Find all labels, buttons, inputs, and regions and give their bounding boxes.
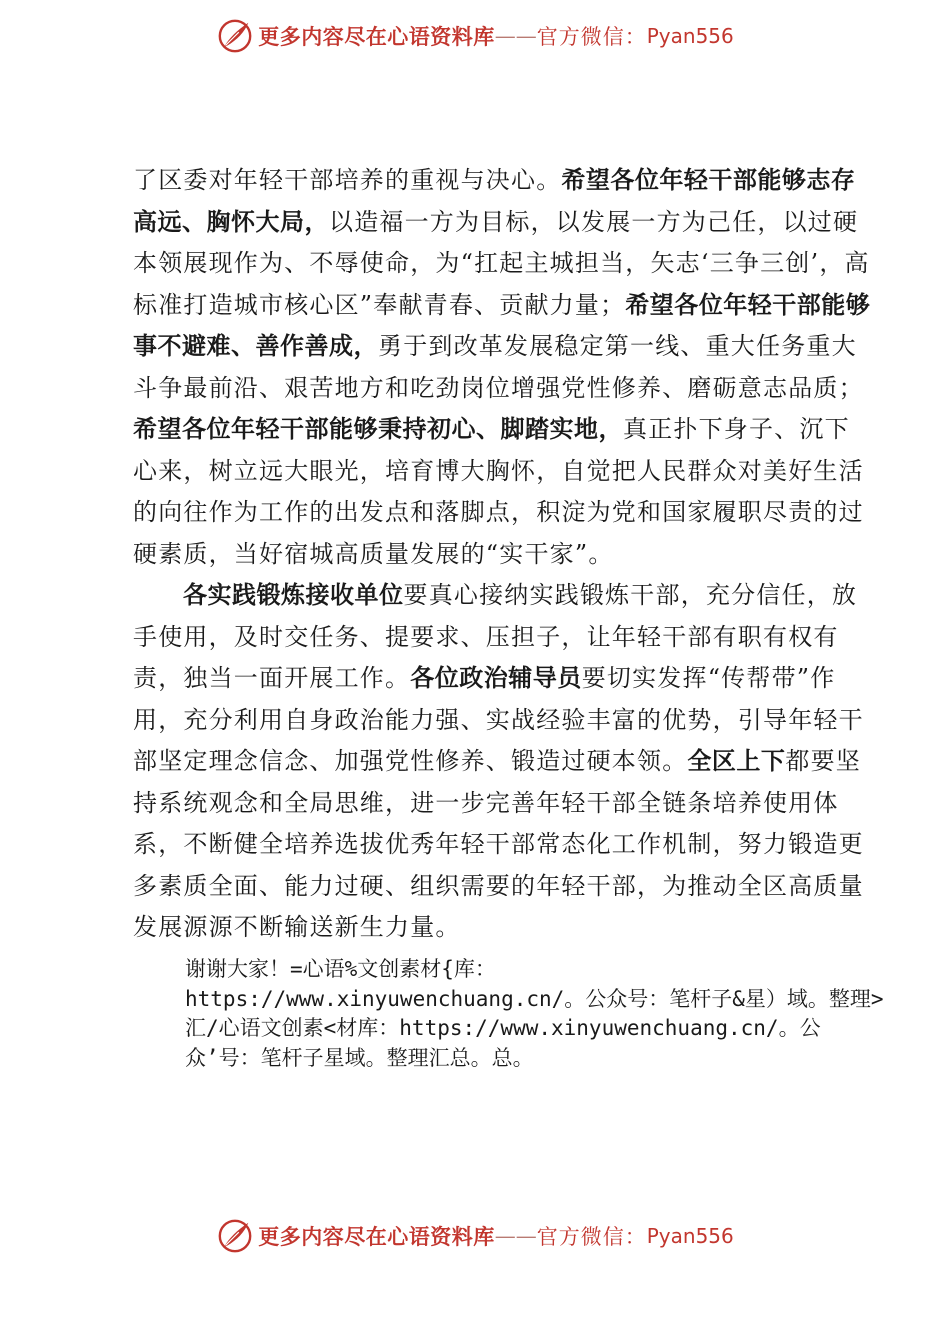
quill-pen-logo-icon (216, 17, 254, 55)
header-banner-separator: —— (494, 24, 537, 48)
quill-pen-logo-icon (216, 1217, 254, 1255)
p1-bold-3: 希望各位年轻干部能够秉持初心、脚踏实地， (133, 415, 623, 443)
paragraph-1 (133, 160, 873, 575)
header-banner (0, 14, 950, 58)
footer-banner-account: Pyan556 (646, 1224, 734, 1248)
p2-bold-3: 全区上下 (687, 747, 786, 775)
footer-banner-separator: —— (494, 1224, 537, 1248)
p1-text-1: 了区委对年轻干部培养的重视与决心。 (133, 166, 562, 194)
p2-text-3: 都要坚持系统观念和全局思维，进一步完善年轻干部全链条培养使用体系，不断健全培养选拔优秀年轻干部常态化工作机制，努力锻造更多素质全面、能力过硬、组织需要的年轻干部，为推动全区高质量发展源源不断输送新生力量。 (133, 747, 864, 941)
p1-bold-1: 希望各位年轻干部能够志存高远、胸怀大局， (133, 166, 856, 236)
p1-text-2: 以造福一方为目标，以发展一方为己任，以过硬本领展现作为、不辱使命，为“扛起主城担当，矢志‘三争三创’，高标准打造城市核心区”奉献青春、贡献力量； (133, 207, 870, 319)
header-banner-account: Pyan556 (646, 24, 734, 48)
document-body (133, 160, 873, 949)
paragraph-2 (133, 575, 873, 949)
p1-bold-2: 希望各位年轻干部能够事不避难、善作善成， (133, 290, 871, 360)
p2-text-1: 要真心接纳实践锻炼干部，充分信任，放手使用，及时交任务、提要求、压担子，让年轻干部有职有权有责，独当一面开展工作。 (133, 581, 858, 692)
footer-banner-title: 更多内容尽在心语资料库 (258, 1224, 495, 1249)
p1-text-3: 勇于到改革发展稳定第一线、重大任务重大斗争最前沿、艰苦地方和吃劲岗位增强党性修养、磨砺意志品质； (133, 332, 864, 402)
p1-text-4: 真正扑下身子、沉下心来，树立远大眼光，培育博大胸怀，自觉把人民群众对美好生活的向往作为工作的出发点和落脚点，积淀为党和国家履职尽责的过硬素质，当好宿城高质量发展的“实干家”。 (133, 415, 864, 568)
header-banner-title: 更多内容尽在心语资料库 (258, 24, 495, 49)
p2-bold-2: 各位政治辅导员 (410, 664, 582, 692)
footer-banner-wechat-label: 官方微信： (536, 1225, 647, 1249)
p2-bold-1: 各实践锻炼接收单位 (183, 581, 404, 609)
header-banner-wechat-label: 官方微信： (536, 25, 647, 49)
footer-banner (0, 1214, 950, 1258)
closing-remarks: 谢谢大家！=心语%文创素材{库：https://www.xinyuwenchuang.cn/。公众号：笔杆子&星）域。整理>汇/心语文创素<材库：https://www.xinyuwenchuang.cn/。公众’号：笔杆子星域。整理汇总。总。 (185, 957, 884, 1070)
p2-text-2: 要切实发挥“传帮带”作用，充分利用自身政治能力强、实战经验丰富的优势，引导年轻干部坚定理念信念、加强党性修养、锻造过硬本领。 (133, 664, 864, 775)
